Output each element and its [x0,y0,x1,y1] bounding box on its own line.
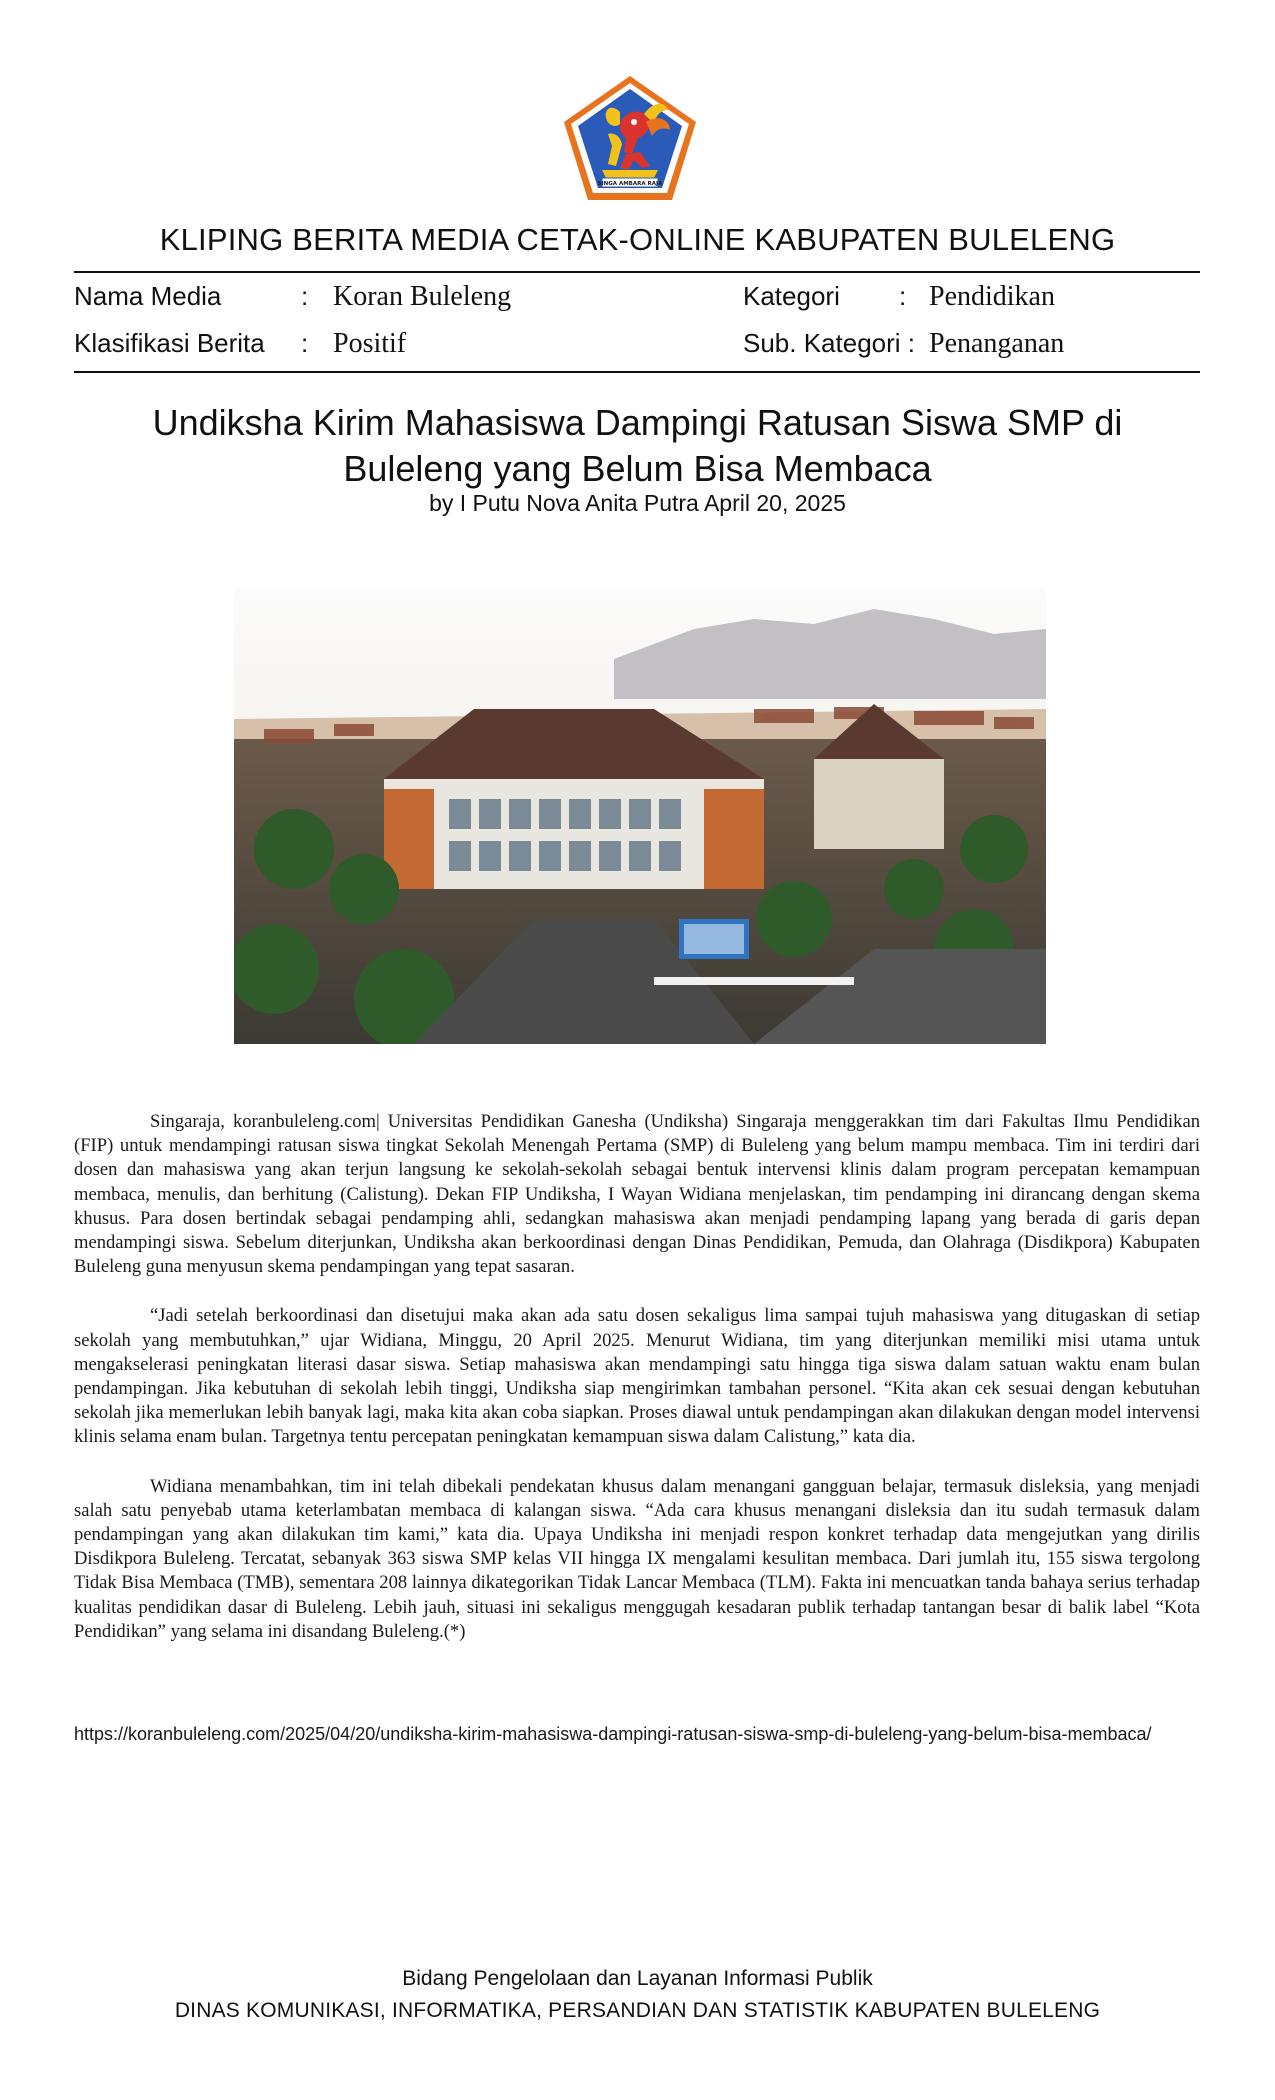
article-paragraph: Widiana menambahkan, tim ini telah dibekali pendekatan khusus dalam menangani gangguan belajar, termasuk disleksia, yang menjadi salah satu penyebab utama keterlambatan membaca di kalangan siswa. “Ada cara khusus menangani disleksia dan itu sudah termasuk dalam pendampingan yang akan dilakukan tim kami,” kata dia. Upaya Undiksha ini menjadi respon konkret terhadap data mengejutkan yang dirilis Disdikpora Buleleng. Tercatat, sebanyak 363 siswa SMP kelas VII hingga IX mengalami kesulitan membaca. Dari jumlah itu, 155 siswa tergolong Tidak Bisa Membaca (TMB), sementara 208 lainnya dikategorikan Tidak Lancar Membaca (TLM). Fakta ini mencuatkan tanda bahaya serius terhadap kualitas pendidikan dasar di Buleleng. Lebih jauh, situasi ini sekaligus menggugah kesadaran publik terhadap tantangan besar di balik label “Kota Pendidikan” yang selama ini disandang Buleleng.(*) [74,1475,1200,1642]
footer-agency: DINAS KOMUNIKASI, INFORMATIKA, PERSANDIAN DAN STATISTIK KABUPATEN BULELENG [174,1999,1101,2022]
kategori-value: Pendidikan [929,281,1055,312]
nama-media-value: Koran Buleleng [333,281,512,312]
article-paragraph: “Jadi setelah berkoordinasi dan disetujui maka akan ada satu dosen sekaligus lima sampai tujuh mahasiswa yang ditugaskan di setiap sekolah yang membutuhkan,” ujar Widiana, Minggu, 20 April 2025. Menurut Widiana, tim yang diterjunkan memiliki misi utama untuk mengakselerasi peningkatan literasi dasar siswa. Setiap mahasiswa akan mendampingi satu hingga tiga siswa dalam satuan waktu enam bulan pendampingan. Jika kebutuhan di sekolah lebih tinggi, Undiksha siap mengirimkan tambahan personel. “Kita akan cek sesuai dengan kebutuhan sekolah jika memerlukan lebih banyak lagi, maka kita akan coba siapkan. Proses diawal untuk pendampingan akan dilakukan dengan model intervensi klinis selama enam bulan. Targetnya tentu percepatan peningkatan kemampuan siswa dalam Calistung,” kata dia. [74,1305,1200,1448]
svg-text:SINGA AMBARA RAJA: SINGA AMBARA RAJA [597,181,663,187]
divider-top [74,271,1200,273]
footer-department: Bidang Pengelolaan dan Layanan Informasi Publik [402,1967,873,1990]
clipping-title: KLIPING BERITA MEDIA CETAK-ONLINE KABUPATEN BULELENG [159,222,1116,257]
kategori-label: Kategori [743,281,840,311]
campus-aerial-photo [234,589,1046,1044]
klasifikasi-label: Klasifikasi Berita [74,328,265,358]
singa-ambara-raja-emblem [562,74,698,202]
article-body [74,1110,1200,1669]
divider-bottom [74,371,1200,373]
article-photo [234,589,1046,1044]
nama-media-label: Nama Media [74,281,222,311]
source-link[interactable]: https://koranbuleleng.com/2025/04/20/undiksha-kirim-mahasiswa-dampingi-ratusan-siswa-smp-di-buleleng-yang-belum-bisa-membaca/ [74,1724,1152,1744]
sub-kategori-value: Penanganan [929,328,1065,359]
colon: : [301,328,309,358]
regency-logo [562,74,698,202]
article-paragraph: Singaraja, koranbuleleng.com| Universitas Pendidikan Ganesha (Undiksha) Singaraja menggerakkan tim dari Fakultas Ilmu Pendidikan (FIP) untuk mendampingi ratusan siswa tingkat Sekolah Menengah Pertama (SMP) di Buleleng yang belum mampu membaca. Tim ini terdiri dari dosen dan mahasiswa yang akan terjun langsung ke sekolah-sekolah sebagai bentuk intervensi klinis dalam program percepatan kemampuan membaca, menulis, dan berhitung (Calistung). Dekan FIP Undiksha, I Wayan Widiana menjelaskan, tim pendamping ini dirancang dengan skema khusus. Para dosen bertindak sebagai pendamping ahli, sedangkan mahasiswa akan menjadi pendamping lapang yang berada di garis depan mendampingi siswa. Sebelum diterjunkan, Undiksha akan berkoordinasi dengan Dinas Pendidikan, Pemuda, dan Olahraga (Disdikpora) Kabupaten Buleleng guna menyusun skema pendampingan yang tepat sasaran. [74,1111,1200,1278]
colon: : [899,281,907,311]
klasifikasi-value: Positif [333,328,407,359]
sub-kategori-label: Sub. Kategori : [743,328,915,358]
article-byline: by I Putu Nova Anita Putra April 20, 2025 [429,490,846,516]
colon: : [301,281,309,311]
article-headline: Undiksha Kirim Mahasiswa Dampingi Ratusan Siswa SMP di Buleleng yang Belum Bisa Membaca [152,402,1123,489]
